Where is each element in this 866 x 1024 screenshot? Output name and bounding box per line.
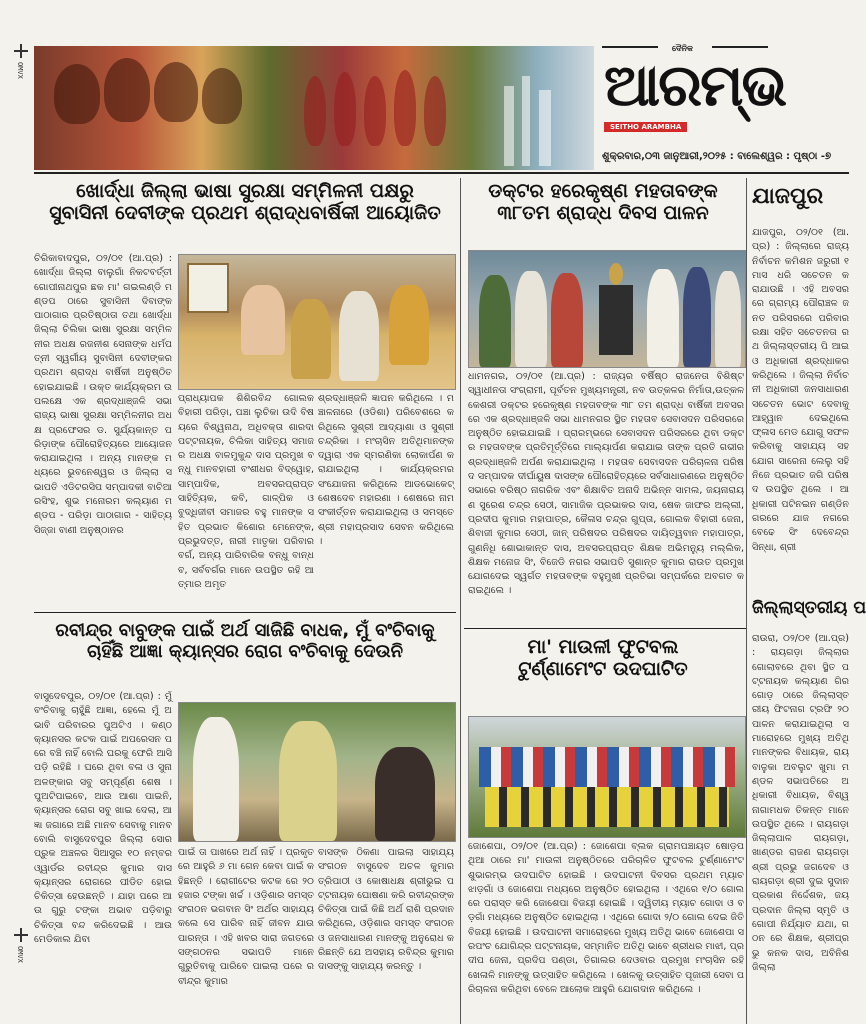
article-1-col-2: ପ୍ରାଧ୍ୟାପକ ଶିଶିରବିନ୍ଦ ଗୋଲକ ବିହାରୀ ପରିଡ଼ା, ପଞ୍ଚା ଲୁଚିକା ଉଦି ବିଷୟରେ ବିଶ୍ୱନାଥ, ଅଧିବକ୍ତା ଶାରଦା ପଟ୍ଟନାୟକ, ଚିଲିକା ସାହିତ୍ୟ ସମାଜର ଅଧକ୍ଷ ବାଳମୁକୁନ୍ଦ ଦାସ ପ୍ରମୁଖ ବନ୍ଧୁ ମାନବହାରୀ ବଂଶୀଧର ବିଦ୍ୱୋହ, ସାମ୍ପାଦିକ, ଅବସରପ୍ରାପ୍ତ ସାହିତ୍ୟିକ, କବି, ଗାଳ୍ପିକ ଓ ବୁଦ୍ଧିଜୀବୀ ସମାଜର ବହୁ ମାନଙ୍କ ସହିତ ପ୍ରଭାତ କିଶୋର ମେନେଙ୍କ, ପ୍ରଭୁଦତ୍ତ, ନାରୀ ମାତୃକା ପରିବାର ବର୍ଗ, ଅନ୍ୟ ପାରିବାରିକ ବନ୍ଧୁ ବାନ୍ଧବ, ସର୍ବବର୍ଗର ମାନେ ଉପସ୍ଥିତ ରହି ଆତ୍ମାର ଅମୃତ xyxy=(178,393,314,590)
article-1-col-3: ଶ୍ରଦ୍ଧାଞ୍ଜଳି ଜ୍ଞାପନ କରିଥିଲେ । ମଞ୍ଚାଳନାରେ (ଓଡିଶା) ପରିବେଶରେ କରିଥିଲେ ସୁଶ୍ରୀ ଆଦ୍ୟାଶା ଓ ସୁଶ୍ରୀ ଚନ୍ଦ୍ରିକା । ମଂଚାସିନ ଅତିଥିମାନଙ୍କ ଦ୍ୱାରା ଏକ ସ୍ମରଣିକା ଲୋକାର୍ପଣ କରାଯାଇଥିଲା । କାର୍ଯ୍ୟକ୍ରମର ସଂଯୋଜନା କରିଥିଲେ ଆଡଭୋକେଟ୍ ଶେଷଦେବ ମହାରଣା । ଶେଷରେ ନାମ ସଂକୀର୍ତ୍ତନ କରାଯାଇଥିଲା ଓ ସମସ୍ତେ ଶ୍ରୀ ମହାପ୍ରସାଦ ସେବନ କରିଥିଲେ । xyxy=(318,393,454,547)
article-2-headline: ଡକ୍ଟର ହରେକୃଷ୍ଣ ମହତାବଙ୍କ ୩୮ତମ ଶ୍ରାଦ୍ଧ ଦିବସ ପାଳନ xyxy=(488,180,718,225)
side-code: OMVX xyxy=(16,946,24,963)
article-2-body: ଧାମନଗର, ୦୨/୦୧ (ଆ.ପ୍ର) : ରାଜ୍ୟର ବର୍ଷିଷ୍ଠ ରାଜନେତା ବିଶିଷ୍ଟ ସ୍ୱାଧୀନତା ସଂଗ୍ରାମୀ, ପୂର୍ବତନ ମୁଖ୍ୟମନ୍ତ୍ରୀ, ନବ ଉତ୍କଳର ନିର୍ମାତା,ଉତ୍କଳ କେଶରୀ ଡକ୍ଟର ହରେକୃଷ୍ଣ ମହତାବଙ୍କ ୩୮ ତମ ଶ୍ରାଦ୍ଧ ବାର୍ଷିକୀ ଅବସରରେ ଏକ ଶ୍ରଦ୍ଧାଞ୍ଜଳି ସଭା ଧାମନଗର ସ୍ଥିତ ମହତାବ ସେବାସଦନ ପରିସରରେ ଅନୁଷ୍ଠିତ ହୋଇଯାଇଛି । ପ୍ରାରମ୍ଭରେ ସେବାସଦନ ପରିସରରେ ଥିବା ଡକ୍ଟର ମହତାବଙ୍କ ପ୍ରତିମୂର୍ତ୍ତିରେ ମାଲ୍ୟାର୍ପଣ କରାଯାଇ ତାଙ୍କ ପ୍ରତି ଗଭୀର ଶ୍ରଦ୍ଧାଞ୍ଜଳି ଅର୍ପଣ କରାଯାଇଥିଲା । ମହତାବ ସେବାସଦନ ପରିଚାଳନା ପରିଷଦ ସମ୍ପାଦକ ଦୀର୍ଘାୟୁଷ ଦାସଙ୍କ ପୌରୋହିତ୍ୟରେ ସର୍ବସାଧାରଣରେ ଅନୁଷ୍ଠିତ ସଭାରେ ବରିଷ୍ଠ ନାଗରିକ ଏବଂ ଶିକ୍ଷାବିତ ଅନାଦି ଅଭିନ୍ନ ସାମଲ, ଜୟନାରାୟଣ ସୁରେଶ ଚନ୍ଦ୍ର ସେଠୀ, ସାମାଜିକ ପ୍ରଭାକର ଦାସ, ଷେକ ଜାଫର ଅଲ୍ଲୀ, ପ୍ରଦୀପ କୁମାର ମହାପାତ୍ର, କୈଳାସ ଚନ୍ଦ୍ର ଗୁପ୍ତା, ଗୋଲକ ବିହାରୀ ଜେନା, ଶିବାଜୀ କୁମାର ସେଠୀ, ଜାନ୍ ପରିଷଦର ପରିଷଦର ଦାୟିତ୍ୱବାନ ମହାପାତ୍ର, ଗୁଣନିଧି ଶୋଭାକାନ୍ତ ଦାସ, ଅବସରପ୍ରାପ୍ତ ଶିକ୍ଷକ ଅଭିମନ୍ୟୁ ମଲ୍ଲିକ, ଶିକ୍ଷକ ମନୋଜ ସିଂ, ବିଜେଡି ନଗର ସଭାପତି ସୁଶାନ୍ତ କୁମାର ରାଉତ ପ୍ରମୁଖ ଯୋଗଦେଇ ସ୍ୱର୍ଗତ ମହତାବଙ୍କ ବହୁମୁଖୀ ପ୍ରତିଭା ସମ୍ପର୍କରେ ଅବଗତ କରାଇଥିଲେ । xyxy=(468,371,744,597)
article-4-photo xyxy=(178,702,456,842)
registration-mark-icon xyxy=(14,928,28,942)
article-3-headline: ଯାଜପୁର xyxy=(752,184,824,209)
masthead-tagline: ଦୈନିକ xyxy=(672,44,693,53)
side-code: OMVX xyxy=(16,62,24,79)
article-4-col-3: ବାସଙ୍କ ଠିକଣା ପାଇଲା ସାହାଯ୍ୟ ସଂଗଠନ ବାସୁଦେବ ଅଚଳ କୁମାର ତ୍ରିପାଠୀ ଓ କୋଷାଧକ୍ଷ ଶ୍ରୀଭୁଇ ପଟ୍ଟନାୟକ ଘୋଷଣା କରି ରବୀନ୍ଦ୍ରଙ୍କ ଚିକିତ୍ସା ପାଇଁ କିଛି ଅର୍ଥ ରାଶି ପ୍ରଦାନ କରିଥିଲେ, ଓଡ଼ିଶାର ସମସ୍ତ ସଂଗଠନ ଓ ଜନସାଧାରଣ ମାନଙ୍କୁ ଅନୁରୋଧ କରିଛନ୍ତି ଯେ ଅସହାୟ ରବିନ୍ଦ୍ର କୁମାର ଦାସଙ୍କୁ ସାହାଯ୍ୟ କରନ୍ତୁ । xyxy=(318,847,454,973)
masthead-band: SEITHO ARAMBHA xyxy=(604,122,687,132)
article-6-body: ରାଉରା, ୦୨/୦୧ (ଆ.ପ୍ର) : ରାୟଗଡ଼ା ଜିଲ୍ଲାର ଗୋଲାବରେ ଥିବା ସ୍ଥିତ ପଟ୍ଟନାୟକ କଲ୍ୟାଣ ଗିରଗୋଡ଼ ଠାରେ ଜିଲ୍ଲାସ୍ତରୀୟ ଫିଟନାଗ ଟ୍ରଫି ୨୦ ପାଳନ କରାଯାଇଥିଲା ସମାରୋହରେ ମୁଖ୍ୟ ଅତିଥି ମାନଙ୍କର ବିଧାୟକ, ରାୟ ବାଳୁକା ଅବଲୁଟ ଖୁମା ମଣ୍ଡଳ ସଭାପତିରେ ଅଧିକାରୀ ବିଧାୟକ, ବିଶ୍ୱ ନାଗାମଧକ ତିକନ୍ତ ମାନେ ଉପସ୍ଥିତ ଥିଲେ । ରାୟଗଡ଼ା ଜିଲ୍ଲାପାଳ ରାୟଗଡ଼ା, ଖାଣ୍ଡର ରାଜଣ ରାୟଗଡ଼ା ଶ୍ରୀ ପ୍ରଭୁ ଜଗଦେବ ଓ ରାୟଗଡ଼ା ଶ୍ରୀ ଦୁଇ ସୁଦାନ ପ୍ରକାଶ ନିର୍ଦ୍ଦେଶକ, ଜୟ ପ୍ରଦାନ ଜିଲ୍ଲା ସ୍ମୃତି ଓ ଗୋପୀ ନିର୍ଯ୍ୟାତ ଯଥା, ଗଠନ ରେ ଶିକ୍ଷକ, ଶ୍ରୀପ୍ରଭୁ କନକ ଦାସ, ଅବିନିଶ ଜିଲ୍ଲା xyxy=(752,633,849,973)
page-dateline: ଶୁକ୍ରବାର,୦୩ ଜାନୁଆରୀ,୨୦୨୫ : ବାଲେଶ୍ୱର : ପୃଷ୍ଠା -୭ xyxy=(602,151,832,162)
article-5-photo xyxy=(468,716,746,838)
article-3-body: ଯାଜପୁର, ୦୨/୦୧ (ଆ.ପ୍ର) : ଜିଲ୍ଲାରେ ରାଜ୍ୟ ନିର୍ବାଚନ କମିଶନ ଜରୁରୀ ୧ ମାସ ଧରି ସଚେତନ କରାଯାଉଛି । ଏହି ଅବସରରେ ଗ୍ରାମ୍ୟ ପୌରାଞ୍ଚଳ ଜନତ ପରିସରରେ ପରିବାର ରକ୍ଷା ସହିତ ସଚେତନତା ରଥ ଜିଲ୍ଲାସ୍ତରୀୟ ପି ଆଇ ଓ ଅଧିକାରୀ ଶ୍ରଦ୍ଧାକର କରିଥିଲେ । ଜିଲ୍ଲା ନିର୍ବାଚନୀ ଅଧିକାରୀ ଜନସାଧାରଣ ସଚେତନ ଭୋଟ ଦେବାକୁ ଆହ୍ୱାନ ଦେଇଥିଲେ ଫ୍ଳାସ ମେଡ ଯୋଗୁ ସଫଳ କରିବାକୁ ସାହାଯ୍ୟ ସହଯୋଗ ସାରେନା ଲେଲୁ ସହି ନିଜେ ପ୍ରଭାତ ଜଗି ପରିଷଦ ଉପସ୍ଥିତ ଥିଲେ । ଆଧିକାରୀ ପଟିନଇନ ଗଣ୍ଡିନଗରରେ ଯାଜ ନଗରେ ବେଢେ ସିଂ ଦେବେନ୍ଦ୍ର ସିନ୍ଧା, ଶ୍ରୀ xyxy=(752,227,849,553)
registration-mark-icon xyxy=(14,44,28,58)
article-4-col-1: ବାସୁଦେବପୁର, ୦୨/୦୧ (ଆ.ପ୍ର) : ମୁଁ ବଂଚିବାକୁ ଚାହୁଁଛି ଆଜ୍ଞା, ହେଲେ ମୁଁ ଅଭାବି ପରିବାରର ପୁଅଟିଏ । କଣ୍ଠକ୍ୟାନସର କଟକ ପାଇଁ ଅପରେସନ ପରେ ବଞ୍ଚି ନାହିଁ ବୋଲି ଘରକୁ ଫେରି ଆସି ପଡ଼ି ରହିଛି । ଘରେ ଥିବା ବଳା ଓ ସୁନା ଅଳଙ୍କାର ସବୁ ସମ୍ପୂର୍ଣ୍ଣ ଶେଷ । ପୁଅଟିପାଇବେ, ଆଉ ଆଶା ପାଇନି, କ୍ୟାନ୍ସର ରୋଗ ସବୁ ଖାଇ ଦେଲା, ଆଜ୍ଞା ଜଗାରେ ଅଛି ମାନବ ସେବାକୁ ମାନବ ବୋଲି ବାସୁଦେବପୁର ଜିଲ୍ଲା ସୋର ପ୍ରୁକ ଅଞ୍ଚଳର ସିଆସୁର ୧୦ ନମ୍ବର ଓ୍ୱାର୍ଡର ରବୀନ୍ଦ୍ର କୁମାର ଦାସ କ୍ୟାନ୍ସର ରୋଗରେ ପୀଡିତ ହୋଇ ଚିକିତ୍ସା ହେଉଛନ୍ତି । ଯାହା ପରେ ଆଉ ଗୁରୁ ଟଙ୍କା ଅଭାବ ପଡ଼ିବାରୁ ଚିକିତ୍ସା ବନ୍ଦ କରିଦେଇଛି । ଆଉ ମେଡିକାଲ ଯିବା xyxy=(34,691,172,946)
article-4-col-2: ପାଇଁ ତା ପାଖରେ ଅର୍ଥ ନାହିଁ । ପ୍ରକୃତରେ ଆହୁରି ୬ ମା ଗେନ କେବା ପାଇଁ କହିଛନ୍ତି । ରୋଗୀଟେର କଟକ ରେ ୨୦ ହଜାର ଟଙ୍କା ଖର୍ଚ୍ଚ । ଓଡ଼ିଶାର ସମସ୍ତ ସଂଗଠନ ଭଗବାନ ସିଂ ଅର୍ଥର ସାହାଯ୍ୟ କଲେ ସେ ପାରିବ ନାହିଁ ଜୀବନ ଯାଉ ପାରନ୍ତା । ଏହି ଖବର ସାରା ଜଗତରେ ସଙ୍ଗଠନର ସଭାପତି ମାନେ ଗୁରୁତିବାକୁ ପାରିବେ ପାଇଲା ପରେ ରବୀନ୍ଦ୍ର କୁମାର xyxy=(178,847,314,987)
article-2-photo xyxy=(468,250,746,368)
article-1-col-1: ଚିରିକାବାଦପୁର, ୦୨/୦୧ (ଆ.ପ୍ର) : ଖୋର୍ଦ୍ଧା ଜିଲ୍ଲା ବାଲୁଗାଁ ନିକଟବର୍ତ୍ତୀ ଗୋପୀନାଥପୁର ଛକ ମା' ଗଇଲଣ୍ଡି ମଣ୍ଡପ ଠାରେ ସୁବାସିନୀ ଦିବାଙ୍କ ପାଠାଗାର ପ୍ରତିଷ୍ଠାତା ତଥା ଖୋର୍ଦ୍ଧା ଜିଲ୍ଲା ଚିଲିକା ଭାଷା ସୁରକ୍ଷା ସମ୍ମିଳନୀର ଅଧକ୍ଷ ରଜନୀଶ ସେନାଙ୍କ ଧର୍ମପତ୍ନୀ ସ୍ୱର୍ଗୀୟ ସୁବାସିନୀ ଦେବୀଙ୍କର ପ୍ରଥମ ଶ୍ରାଦ୍ଧ ବାର୍ଷିକୀ ଅନୁଷ୍ଠିତ ହୋଇଯାଇଛି । ଉକ୍ତ କାର୍ଯ୍ୟକ୍ରମ ଉପଲକ୍ଷେ ଏକ ଶ୍ରଦ୍ଧାଞ୍ଜଳି ସଭା ରାଜ୍ୟ ଭାଷା ସୁରକ୍ଷା ସମ୍ମିଳନୀର ଅଧକ୍ଷ ପ୍ରଫେସର ଡ. ସୁର୍ଯ୍ୟକାନ୍ତ ପରିଡ଼ାଙ୍କ ପୌରୋହିତ୍ୟରେ ଆୟୋଜନ କରାଯାଇଥିଲା । ଅନ୍ୟ ମାନଙ୍କ ମଧ୍ୟରେ ଭୁବନେଶ୍ୱର ଓ ଜିଲ୍ଲା ସଭାପତି ଏଡିଟରସିପ ସମ୍ପାଦକୀ ବାଚିଆରସିଂହ, ଶୁଭ ମନୋରମ କଲ୍ୟାଣ ମଣ୍ଡପ - ପରିଡ଼ା ପାଠାଗାର - ସାହିତ୍ୟ ସିଜ୍ଜା ବାଣୀ ଅନୁଷ୍ଠାନର xyxy=(34,253,172,536)
article-1-photo xyxy=(178,254,456,390)
masthead-title: ଆରମ୍ଭ xyxy=(604,51,786,119)
article-6-headline: ଜିଲ୍ଲାସ୍ତରୀୟ ପ xyxy=(752,598,866,618)
article-1-headline: ଖୋର୍ଦ୍ଧା ଜିଲ୍ଲା ଭାଷା ସୁରକ୍ଷା ସମ୍ମିଳନୀ ପକ୍ଷରୁ ସୁବାସିନୀ ଦେବୀଙ୍କ ପ୍ରଥମ ଶ୍ରାଦ୍ଧବାର୍ଷିକୀ ଆୟୋଜିତ xyxy=(49,180,441,225)
article-4-headline: ରବୀନ୍ଦ୍ର ବାବୁଙ୍କ ପାଇଁ ଅର୍ଥ ସାଜିଛି ବାଧକ, ମୁଁ ବଂଚିବାକୁ ଚାହିଁଛି ଆଜ୍ଞା କ୍ୟାନ୍ସର ରୋଗ ବଂଚିବାକୁ ଦେଉନି xyxy=(55,620,435,663)
header-banner-photo xyxy=(34,46,594,170)
article-5-body: ଜୋଶେପା, ୦୨/୦୧ (ଆ.ପ୍ର) : ଜୋଶେପା ବ୍ଲକ ଗ୍ରାମପଞ୍ଚାୟତ ଷୋଡ଼ପଥିଆ ଠାରେ ମା' ମାଉଳୀ ଅନୁଷ୍ଠିତରେ ପରିଚାଳିତ ଫୁଟବଲ ଟୁର୍ଣ୍ଣାମେଂଟ ଶୁଭାରମ୍ଭ ଉଦଘାଟିତ ହୋଇଛି । ଉଦଘାଟନୀ ଦିବସର ପ୍ରଥମ ମ୍ୟାଚ ଝାଡ଼ଗାଁ ଓ ଜୋଶେପା ମଧ୍ୟରେ ଅନୁଷ୍ଠିତ ହୋଇଥିଲା । ଏଥିରେ ୧/୦ ଗୋଲରେ ପରାସ୍ତ କରି ଜୋଶେପା ବିଜୟୀ ହୋଇଛି । ଦ୍ୱିତୀୟ ମ୍ୟାଚ ଗୋଦା ଓ ବଡ଼ଗାଁ ମଧ୍ୟରେ ଅନୁଷ୍ଠିତ ହୋଇଥିଲା । ଏଥିରେ ଗୋଦା ୨/୦ ଗୋଲ ଦେଇ ଜିତି ବିଜୟୀ ହୋଇଛି । ଉଦଘାଟନୀ ସମାରୋହରେ ମୁଖ୍ୟ ଅତିଥି ଭାବେ ଜୋଶେପା ସରପଂଚ ଯୋଗିନ୍ଦ୍ର ପଟ୍ଟନାୟକ, ସମ୍ମାନିତ ଅତିଥି ଭାବେ ଶ୍ରୀଧର ମାଝୀ, ପ୍ରଦୀପ ଜେନା, ପ୍ରଦିପ ପଣ୍ଡା, ତିଗାଲର ଦେଓବାର ପ୍ରମୁଖ ମଂଚାସିନ ରହି ଖେଳାଳି ମାନଙ୍କୁ ଉତ୍ସାହିତ କରିଥିଲେ । ଖେଳକୁ ଉତ୍ସାହିତ ପୂଜାରୀ ସେବା ପରିଚାଳନା କରିଥିବା ବେଳେ ଆଲୋକ ଆହୁରି ଯୋଗଦାନ କରିଥିଲେ । xyxy=(468,841,744,995)
article-5-headline: ମା' ମାଉଳୀ ଫୁଟବଲ ଟୁର୍ଣ୍ଣାମେଂଟ ଉଦଘାଟିତ xyxy=(518,636,688,681)
